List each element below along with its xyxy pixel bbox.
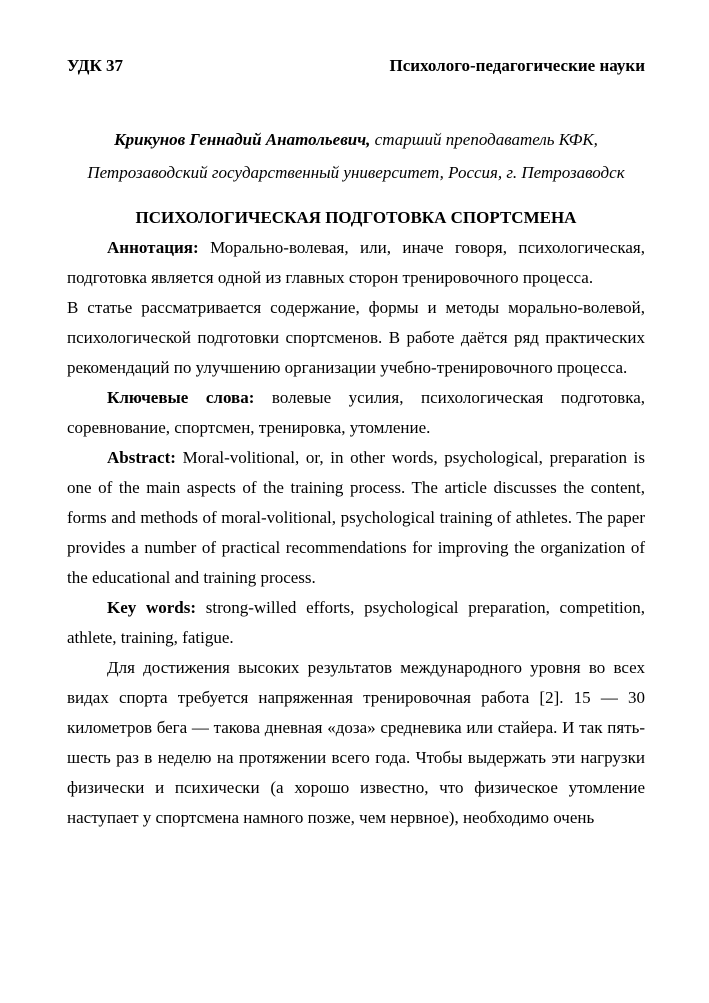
udk-code: УДК 37 <box>67 56 124 75</box>
author-name: Крикунов Геннадий Анатольевич, <box>114 130 371 149</box>
author-block <box>67 123 645 189</box>
annotation-label: Аннотация: <box>107 238 199 257</box>
body-paragraph: Для достижения высоких результатов международного уровня во всех видах спорта требуется напряженная тренировочная работа [2]. 15 — 30 километров бега — такова дневная «доза» средневика или стайера. И так пять-шесть раз в неделю на протяжении всего года. Чтобы выдержать эти нагрузки физически и психически (а хорошо известно, что физическое утомление наступает у спортсмена намного позже, чем нервное), необходимо очень <box>67 658 645 827</box>
abstract-paragraph <box>67 443 645 593</box>
keywords-ru-text: волевые усилия, психологическая подготовка, соревнование, спортсмен, тренировка, утомление. <box>67 388 646 437</box>
annotation-text: Морально-волевая, или, иначе говоря, психологическая, подготовка является одной из главных сторон тренировочного процесса. <box>67 238 645 287</box>
author-position: старший преподаватель КФК, <box>370 130 598 149</box>
author-affiliation: Петрозаводский государственный университет, Россия, г. Петрозаводск <box>87 163 625 182</box>
annotation-paragraph <box>67 233 645 293</box>
keywords-en-text: strong-willed efforts, psychological preparation, competition, athlete, training, fatigue. <box>67 598 646 647</box>
keywords-en-paragraph <box>67 593 645 653</box>
abstract-label: Abstract: <box>107 448 176 467</box>
keywords-ru-paragraph <box>67 383 645 443</box>
abstract-text: Moral-volitional, or, in other words, psychological, preparation is one of the main aspects of the training process. The article discusses the content, forms and methods of moral-volitional, psychological training of athletes. The paper provides a number of practical recommendations for improving the organization of the educational and training process. <box>67 448 645 587</box>
keywords-ru-label: Ключевые слова: <box>107 388 255 407</box>
annotation-paragraph-continued: В статье рассматривается содержание, формы и методы морально-волевой, психологической подготовки спортсменов. В работе даётся ряд практических рекомендаций по улучшению организации учебно-тренировочного процесса. <box>67 298 645 377</box>
page-header <box>67 55 645 77</box>
section-heading: Психолого-педагогические науки <box>389 56 645 75</box>
article-title: ПСИХОЛОГИЧЕСКАЯ ПОДГОТОВКА СПОРТСМЕНА <box>135 208 577 227</box>
author-line <box>67 123 645 156</box>
keywords-en-label: Key words: <box>107 598 197 617</box>
